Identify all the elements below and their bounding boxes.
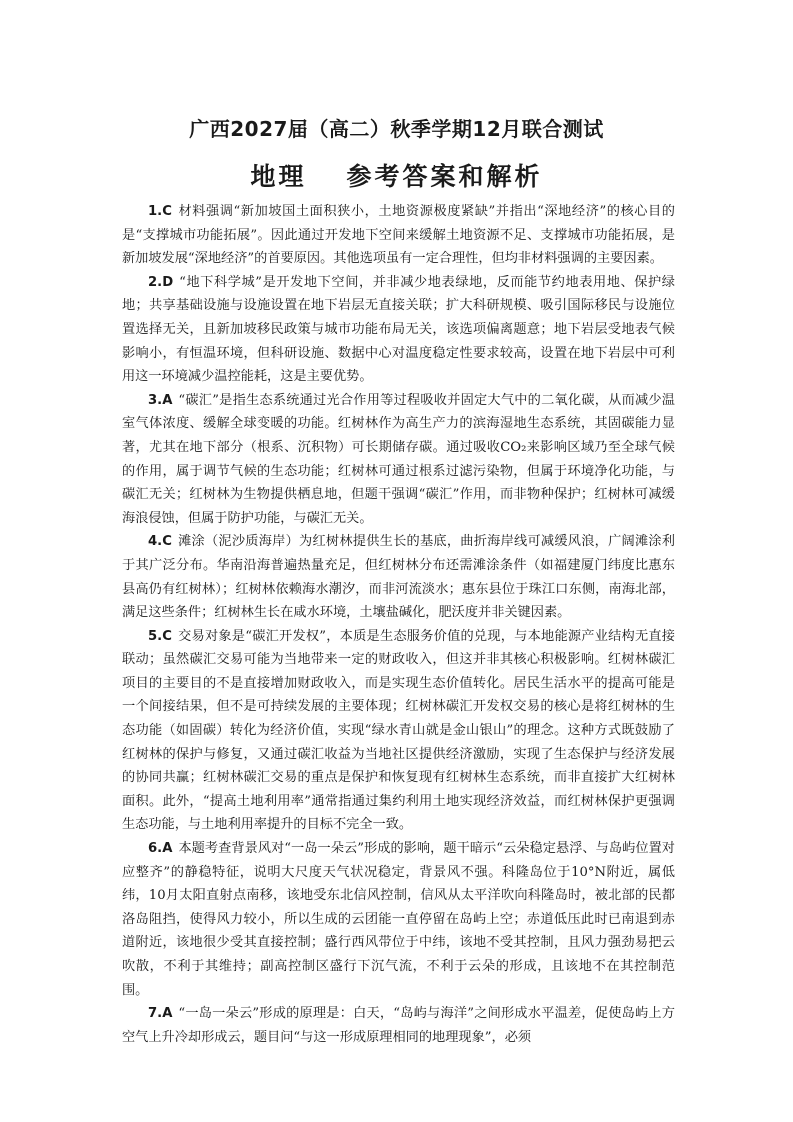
- answer-explanation: “碳汇”是指生态系统通过光合作用等过程吸收并固定大气中的二氧化碳，从而减少温室气体浓度、缓解全球变暖的功能。红树林作为高生产力的滨海湿地生态系统，其固碳能力显著，尤其在地下部分（根系、沉积物）可长期储存碳。通过吸收CO₂来影响区域乃至全球气候的作用，属于调节气候的生态功能；红树林可通过根系过滤污染物，但属于环境净化功能，与碳汇无关；红树林为生物提供栖息地，但题干强调“碳汇”作用，而非物种保护；红树林可减缓海浪侵蚀，但属于防护功能，与碳汇无关。: [122, 392, 675, 526]
- answer-item-7: [122, 1002, 675, 1049]
- subject-label: 地理: [250, 162, 307, 191]
- answer-choice: A: [162, 392, 173, 408]
- answer-explanation: 本题考查背景风对“一岛一朵云”形成的影响，题干暗示“云朵稳定悬浮、与岛屿位置对应整齐”的静稳特征，说明大尺度天气状况稳定，背景风不强。科隆岛位于10°N附近，属低纬，10月太阳直射点南移，该地受东北信风控制，信风从太平洋吹向科隆岛时，被北部的民都洛岛阻挡，使得风力较小，所以生成的云团能一直停留在岛屿上空；赤道低压此时已南退到赤道附近，该地很少受其直接控制；盛行西风带位于中纬，该地不受其控制，且风力强劲易把云吹散，不利于其维持；副高控制区盛行下沉气流，不利于云朵的形成，且该地不在其控制范围。: [122, 841, 675, 998]
- answer-item-2: [122, 271, 675, 389]
- answer-item-6: [122, 837, 675, 1002]
- answer-choice: C: [162, 204, 172, 219]
- answer-item-1: [122, 200, 675, 271]
- question-number: 2.: [148, 274, 163, 290]
- answer-item-4: [122, 530, 675, 624]
- question-number: 4.: [148, 534, 163, 550]
- answer-explanation: 交易对象是“碳汇开发权”，本质是生态服务价值的兑现，与本地能源产业结构无直接联动；虽然碳汇交易可能为当地带来一定的财政收入，但这并非其核心积极影响。红树林碳汇项目的主要目的不是直接增加财政收入，而是实现生态价值转化。居民生活水平的提高可能是一个间接结果，但不是可持续发展的主要体现；红树林碳汇开发权交易的核心是将红树林的生态功能（如固碳）转化为经济价值，实现“绿水青山就是金山银山”的理念。这种方式既鼓励了红树林的保护与修复，又通过碳汇收益为当地社区提供经济激励，实现了生态保护与经济发展的协同共赢；红树林碳汇交易的重点是保护和恢复现有红树林生态系统，而非直接扩大红树林面积。此外，“提高土地利用率”通常指通过集约利用土地实现经济效益，而红树林保护更强调生态功能，与土地利用率提升的目标不完全一致。: [122, 628, 675, 833]
- question-number: 6.: [148, 841, 163, 857]
- question-number: 7.: [148, 1006, 163, 1022]
- document-subtitle: [0, 157, 793, 193]
- doc-type-label: 参考答案和解析: [346, 162, 543, 191]
- question-number: 3.: [148, 392, 163, 408]
- answer-item-5: [122, 625, 675, 837]
- answer-explanation: “一岛一朵云”形成的原理是：白天，“岛屿与海洋”之间形成水平温差，促使岛屿上方空气上升冷却形成云，题目问“与这一形成原理相同的地理现象”，必须: [122, 1006, 675, 1045]
- question-number: 1.: [148, 204, 163, 219]
- answer-explanation: 材料强调“新加坡国土面积狭小，土地资源极度紧缺”并指出“深地经济”的核心目的是“支撑城市功能拓展”。因此通过开发地下空间来缓解土地资源不足、支撑城市功能拓展，是新加坡发展“深地经济”的首要原因。其他选项虽有一定合理性，但均非材料强调的主要因素。: [122, 204, 675, 267]
- answer-choice: A: [162, 841, 173, 857]
- answer-explanation: “地下科学城”是开发地下空间，并非减少地表绿地，反而能节约地表用地、保护绿地；共享基础设施与设施设置在地下岩层无直接关联；扩大科研规模、吸引国际移民与设施位置选择无关，且新加坡移民政策与城市功能布局无关，该选项偏离题意；地下岩层受地表气候影响小，有恒温环境，但科研设施、数据中心对温度稳定性要求较高，设置在地下岩层中可利用这一环境减少温控能耗，这是主要优势。: [122, 274, 675, 385]
- answer-explanation: 滩涂（泥沙质海岸）为红树林提供生长的基底，曲折海岸线可减缓风浪，广阔滩涂利于其广泛分布。华南沿海普遍热量充足，但红树林分布还需滩涂条件（如福建厦门纬度比惠东县高仍有红树林）；红树林依赖海水潮汐，而非河流淡水；惠东县位于珠江口东侧，南海北部，满足这些条件；红树林生长在咸水环境，土壤盐碱化，肥沃度并非关键因素。: [122, 534, 675, 621]
- answer-item-3: [122, 389, 675, 531]
- answer-choice: C: [162, 534, 172, 550]
- exam-title: 广西2027届（高二）秋季学期12月联合测试: [189, 117, 604, 141]
- answer-choice: A: [162, 1006, 173, 1022]
- answer-choice: D: [162, 274, 174, 290]
- answer-choice: C: [162, 628, 172, 644]
- answers-body: [122, 200, 675, 1049]
- question-number: 5.: [148, 628, 163, 644]
